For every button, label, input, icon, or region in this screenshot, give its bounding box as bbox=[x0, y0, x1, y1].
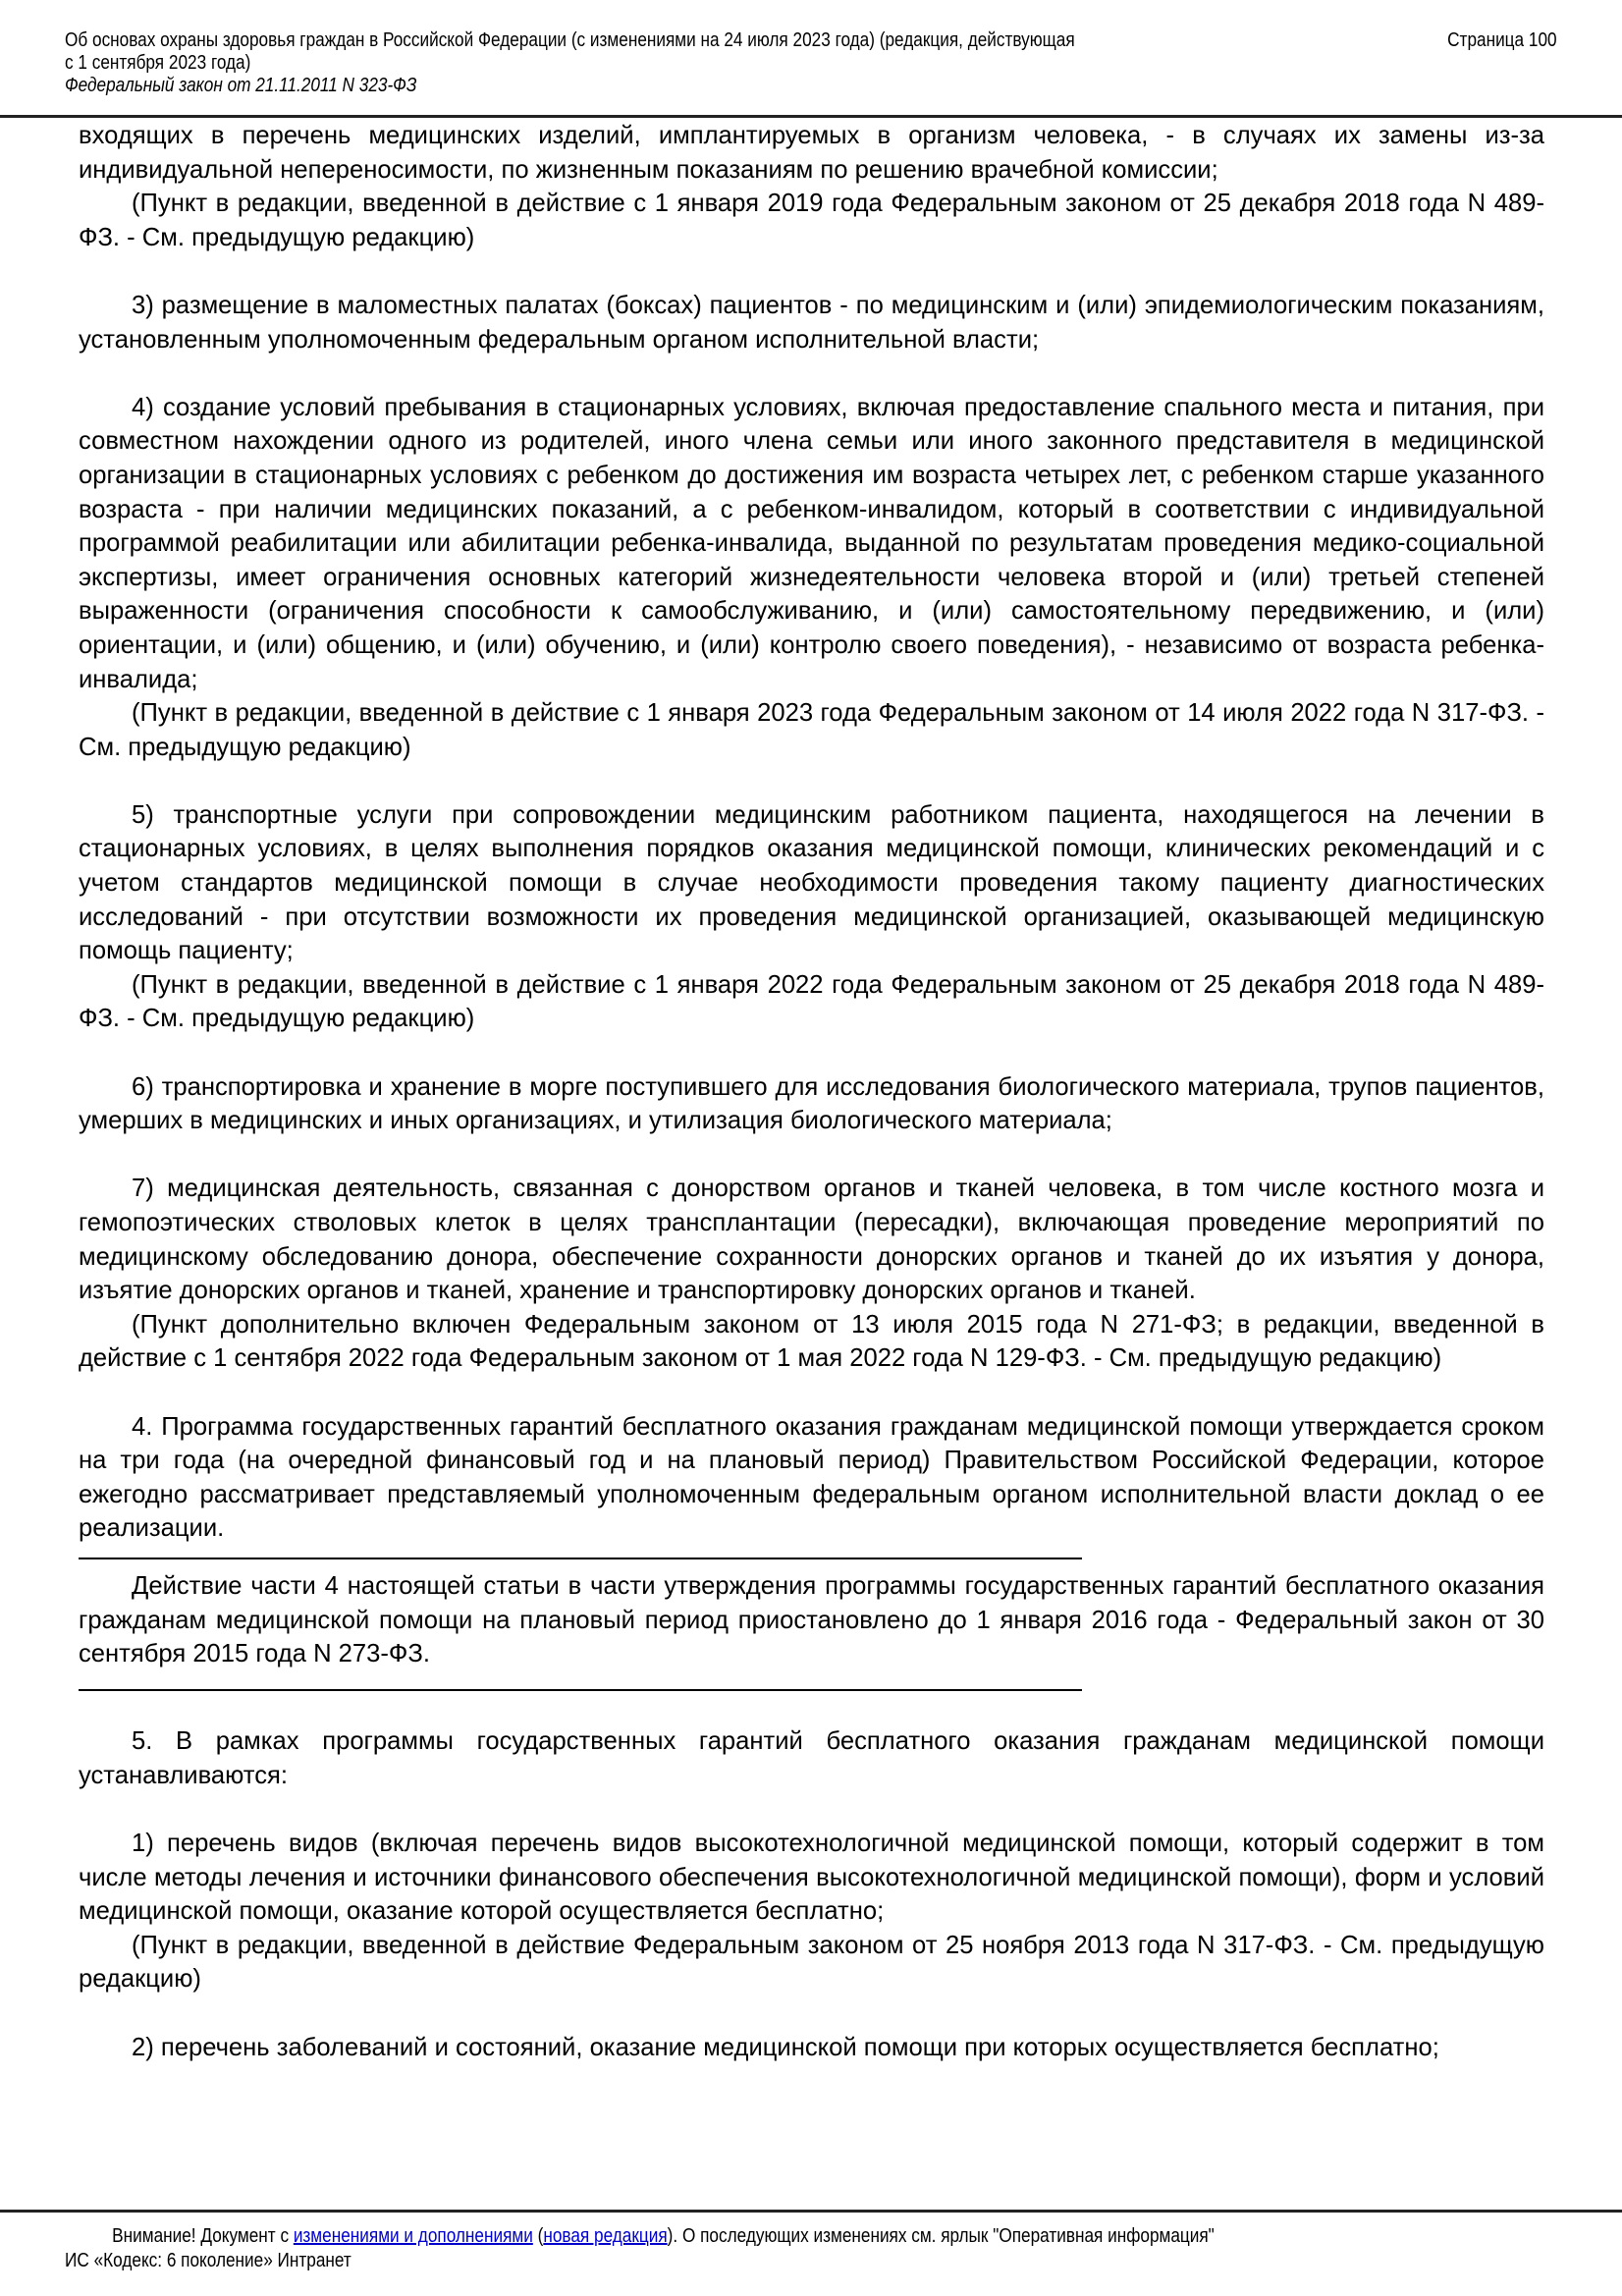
amendment-note: (Пункт в редакции, введенной в действие с 1 января 2023 года Федеральным законом от 14 июля 2022 года N 317-ФЗ. - См. предыдущую редакцию) bbox=[79, 699, 1544, 761]
paragraph-item-4: 4) создание условий пребывания в стационарных условиях, включая предоставление спального места и питания, при совместном нахождении одного из родителей, иного члена семьи или иного законного представителя в медицинской организации в стационарных условиях с ребенком до достижения им возраста четырех лет, с ребенком старше указанного возраста - при наличии медицинских показаний, а с ребенком-инвалидом, который в соответствии с индивидуальной программой реабилитации или абилитации ребенка-инвалида, выданной по результатам проведения медико-социальной экспертизы, имеет ограничения основных категорий жизнедеятельности человека второй и (или) третьей степеней выраженности (ограничения способности к самообслуживанию, и (или) самостоятельному передвижению, и (или) ориентации, и (или) общению, и (или) обучению, и (или) контролю своего поведения), - независимо от возраста ребенка-инвалида; bbox=[79, 393, 1544, 693]
notice-text: ( bbox=[532, 2225, 544, 2247]
paragraph-part-4: 4. Программа государственных гарантий бесплатного оказания гражданам медицинской помощи утверждается сроком на три года (на очередной финансовый год и на плановый период) Правительством Российской Федерации, которое ежегодно рассматривает представляемый уполномоченным федеральным органом исполнительной власти доклад о ее реализации. bbox=[79, 1412, 1544, 1543]
paragraph-item-6: 6) транспортировка и хранение в морге поступившего для исследования биологического материала, трупов пациентов, умерших в медицинских и иных организациях, и утилизация биологического материала; bbox=[79, 1072, 1544, 1135]
document-body bbox=[79, 119, 1544, 2064]
page-header bbox=[65, 29, 1557, 97]
paragraph: входящих в перечень медицинских изделий, имплантируемых в организм человека, - в случаях их замены из-за индивидуальной непереносимости, по жизненным показаниям по решению врачебной комиссии; bbox=[79, 122, 1544, 184]
paragraph-item-7: 7) медицинская деятельность, связанная с донорством органов и тканей человека, в том числе костного мозга и гемопоэтических стволовых клеток в целях трансплантации (пересадки), включающая проведение мероприятий по медицинскому обследованию донора, обеспечение сохранности донорских органов и тканей до их изъятия у донора, изъятие донорских органов и тканей, хранение и транспортировку донорских органов и тканей. bbox=[79, 1175, 1544, 1305]
document-title: Об основах охраны здоровья граждан в Российской Федерации (с изменениями на 24 июля 2023 года) (редакция, действующая bbox=[65, 29, 1075, 51]
note-divider-top bbox=[79, 1558, 1082, 1559]
footer-divider bbox=[0, 2210, 1622, 2213]
page-footer bbox=[65, 2224, 1567, 2273]
header-divider bbox=[0, 115, 1622, 118]
paragraph-part-5-item-2: 2) перечень заболеваний и состояний, оказание медицинской помощи при которых осуществляется бесплатно; bbox=[132, 2033, 1439, 2061]
system-name: ИС «Кодекс: 6 поколение» Интранет bbox=[65, 2250, 351, 2271]
amendment-note: (Пункт в редакции, введенной в действие Федеральным законом от 25 ноября 2013 года N 317-ФЗ. - См. предыдущую редакцию) bbox=[79, 1931, 1544, 1994]
suspension-note: Действие части 4 настоящей статьи в части утверждения программы государственных гарантий бесплатного оказания гражданам медицинской помощи на плановый период приостановлено до 1 января 2016 года - Федеральный закон от 30 сентября 2015 года N 273-ФЗ. bbox=[79, 1571, 1544, 1668]
edition-notice bbox=[65, 2224, 1357, 2249]
amendment-note: (Пункт в редакции, введенной в действие с 1 января 2022 года Федеральным законом от 25 декабря 2018 года N 489-ФЗ. - См. предыдущую редакцию) bbox=[79, 970, 1544, 1033]
paragraph-part-5: 5. В рамках программы государственных гарантий бесплатного оказания гражданам медицинской помощи устанавливаются: bbox=[79, 1727, 1544, 1789]
notice-text: ). О последующих изменениях см. ярлык "Оперативная информация" bbox=[667, 2225, 1215, 2247]
changes-link[interactable]: изменениями и дополнениями bbox=[293, 2225, 533, 2247]
amendment-note: (Пункт в редакции, введенной в действие с 1 января 2019 года Федеральным законом от 25 декабря 2018 года N 489-ФЗ. - См. предыдущую редакцию) bbox=[79, 190, 1544, 251]
law-reference: Федеральный закон от 21.11.2011 N 323-ФЗ bbox=[65, 75, 417, 96]
paragraph-part-5-item-1: 1) перечень видов (включая перечень видов высокотехнологичной медицинской помощи, который содержит в том числе методы лечения и источники финансового обеспечения высокотехнологичной медицинской помощи), форм и условий медицинской помощи, оказание которой осуществляется бесплатно; bbox=[79, 1830, 1544, 1926]
document-title-continued: с 1 сентября 2023 года) bbox=[65, 52, 251, 74]
notice-text: Внимание! Документ с bbox=[112, 2225, 294, 2247]
paragraph-item-5: 5) транспортные услуги при сопровождении медицинским работником пациента, находящегося на лечении в стационарных условиях, в целях выполнения порядков оказания медицинской помощи, клинических рекомендаций и с учетом стандартов медицинской помощи в случае необходимости проведения такому пациенту диагностических исследований - при отсутствии возможности их проведения медицинской организацией, оказывающей медицинскую помощь пациенту; bbox=[79, 800, 1544, 965]
new-edition-link[interactable]: новая редакция bbox=[543, 2225, 668, 2247]
paragraph-item-3: 3) размещение в маломестных палатах (боксах) пациентов - по медицинским и (или) эпидемиологическим показаниям, установленным уполномоченным федеральным органом исполнительной власти; bbox=[79, 291, 1544, 354]
amendment-note: (Пункт дополнительно включен Федеральным законом от 13 июля 2015 года N 271-ФЗ; в редакции, введенной в действие с 1 сентября 2022 года Федеральным законом от 1 мая 2022 года N 129-ФЗ. - См. предыдущую редакцию) bbox=[79, 1310, 1544, 1373]
page-number: Страница 100 bbox=[1447, 29, 1557, 51]
